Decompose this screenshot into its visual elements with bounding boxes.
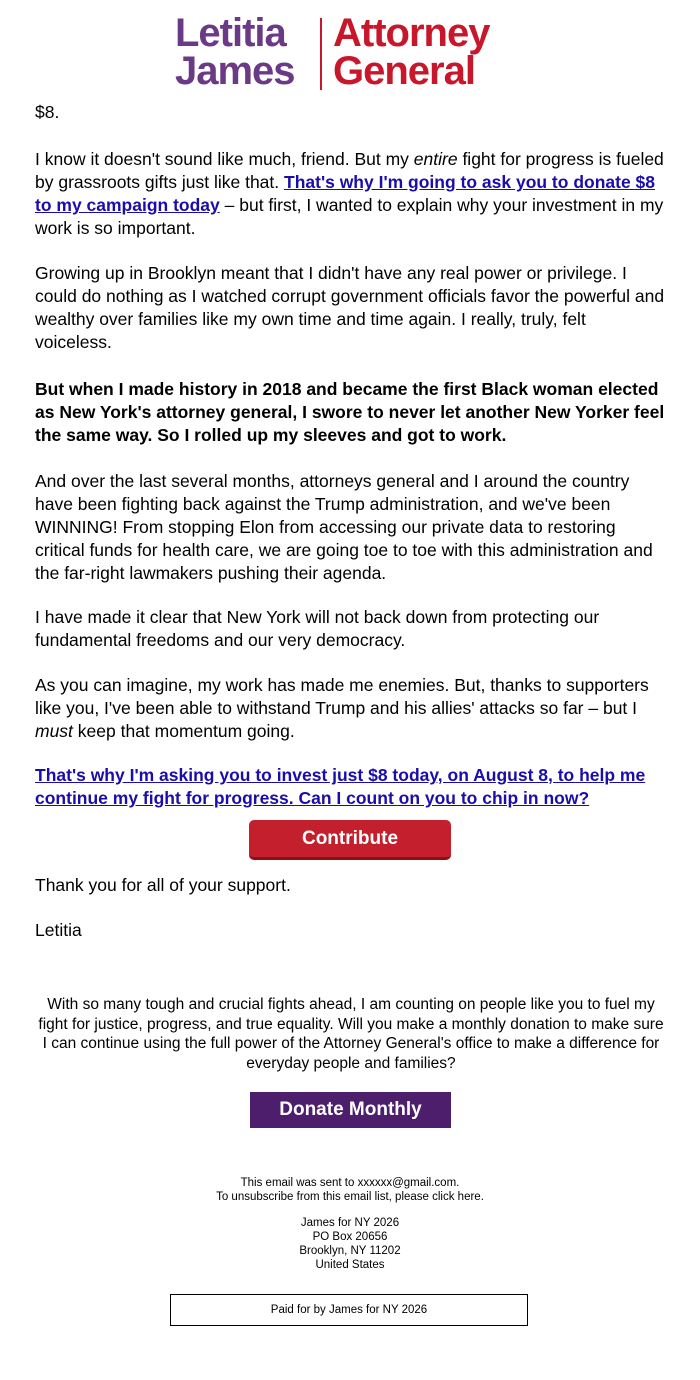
logo-divider bbox=[320, 18, 322, 90]
footer-po-box: PO Box 20656 bbox=[312, 1231, 388, 1243]
logo-title-line2: General bbox=[333, 49, 475, 93]
monthly-ask-text: With so many tough and crucial fights ahead, I am counting on people like you to fuel my fight for justice, progress, and true equality. Will you make a monthly donation to make sure I can continue using the full power of the Attorney General's office to make a difference for everyday people and families? bbox=[38, 996, 664, 1072]
paragraph-6 bbox=[35, 674, 667, 743]
ask-paragraph bbox=[35, 764, 667, 810]
donate-link[interactable]: That's why I'm going to ask you to donate $8 to my campaign today bbox=[35, 172, 656, 215]
logo-title bbox=[333, 11, 533, 93]
p1-text-3: – but first, I wanted to explain why your investment in my work is so important. bbox=[35, 195, 664, 238]
unsubscribe-link[interactable]: To unsubscribe from this email list, please click here. bbox=[216, 1191, 484, 1203]
ask-link[interactable]: That's why I'm asking you to invest just $8 today, on August 8, to help me continue my fight for progress. Can I count on you to chip in now? bbox=[35, 765, 646, 808]
logo-title-line1: Attorney bbox=[333, 11, 490, 55]
logo bbox=[175, 11, 525, 94]
footer-sent-to: This email was sent to xxxxxx@gmail.com. bbox=[240, 1177, 460, 1189]
thanks-text: Thank you for all of your support. bbox=[35, 875, 291, 895]
p1-emphasis: entire bbox=[413, 149, 458, 169]
footer-org: James for NY 2026 bbox=[300, 1217, 400, 1229]
paragraph-5: I have made it clear that New York will not back down from protecting our fundamental freedoms and our very democracy. bbox=[35, 607, 600, 650]
paragraph-1 bbox=[35, 148, 667, 240]
footer-country: United States bbox=[315, 1259, 385, 1271]
amount-line: $8. bbox=[35, 102, 60, 122]
p1-text-2: fight for progress is fueled by grassroots gifts just like that. bbox=[35, 149, 664, 192]
footer-city: Brooklyn, NY 11202 bbox=[299, 1245, 401, 1257]
logo-name-line2: James bbox=[175, 49, 295, 93]
paragraph-3-bold: But when I made history in 2018 and became the first Black woman elected as New York's attorney general, I swore to never let another New Yorker feel the same way. So I rolled up my sleeves and got to work. bbox=[35, 379, 665, 445]
contribute-button[interactable]: Contribute bbox=[249, 820, 451, 860]
p1-text-1: I know it doesn't sound like much, friend. But my bbox=[35, 149, 414, 169]
logo-name bbox=[175, 11, 315, 93]
paragraph-2: Growing up in Brooklyn meant that I didn't have any real power or privilege. I could do nothing as I watched corrupt government officials favor the powerful and wealthy over families like my own time and time again. I really, truly, felt voiceless. bbox=[35, 263, 665, 352]
signature: Letitia bbox=[35, 920, 82, 940]
paid-for-disclaimer: Paid for by James for NY 2026 bbox=[170, 1294, 528, 1326]
donate-monthly-button[interactable]: Donate Monthly bbox=[250, 1092, 451, 1128]
paragraph-4: And over the last several months, attorneys general and I around the country have been fighting back against the Trump administration, and we've been WINNING! From stopping Elon from accessing our private data to restoring critical funds for health care, we are going toe to toe with this administration and the far-right lawmakers pushing their agenda. bbox=[35, 471, 653, 583]
p6-text-1: As you can imagine, my work has made me enemies. But, thanks to supporters like you, I've been able to withstand Trump and his allies' attacks so far – but I bbox=[35, 675, 649, 718]
p6-text-2: keep that momentum going. bbox=[72, 721, 295, 741]
p6-emphasis: must bbox=[35, 721, 73, 741]
logo-name-line1: Letitia bbox=[175, 11, 286, 55]
